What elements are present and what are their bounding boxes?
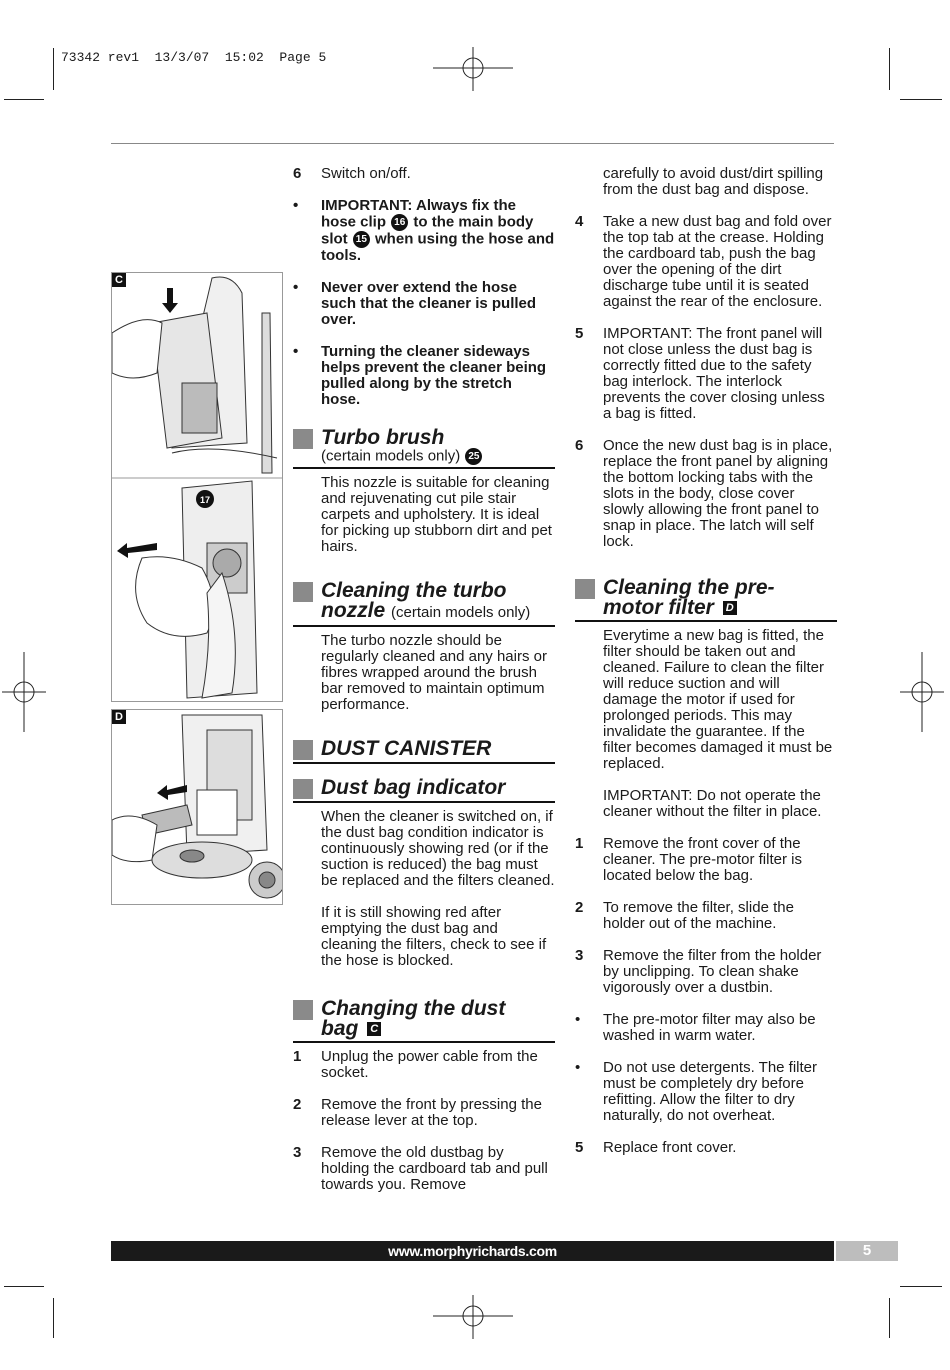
heading-title: Cleaning the pre- xyxy=(603,576,775,599)
column-left xyxy=(293,166,555,1209)
crop-mark xyxy=(4,1286,44,1287)
reference-badge: 25 xyxy=(465,448,482,465)
registration-mark-right xyxy=(900,652,944,732)
item-text: Never over extend the hose such that the cleaner is pulled over. xyxy=(321,279,537,328)
item-text: Once the new dust bag is in place, replace the front panel by aligning the bottom locking tabs with the slots in the body, close cover slowly allowing the front panel to snap in place. The latch will self lock. xyxy=(603,437,833,550)
list-item xyxy=(575,900,837,932)
item-number: 1 xyxy=(293,1048,302,1065)
item-number: 6 xyxy=(575,437,584,454)
item-number: 2 xyxy=(575,899,584,916)
crop-mark xyxy=(4,99,44,100)
heading-title: Dust bag indicator xyxy=(321,776,506,799)
heading-title: DUST CANISTER xyxy=(321,737,492,760)
list-item xyxy=(575,836,837,884)
list-item xyxy=(293,280,555,328)
heading-title-line2 xyxy=(321,1019,505,1039)
paragraph: If it is still showing red after emptying the dust bag and cleaning the filters, check to see if the hose is blocked. xyxy=(321,904,547,969)
heading-marker xyxy=(293,740,313,760)
bullet: • xyxy=(575,1011,581,1028)
text-run: IMPORTANT: Always fix the hose clip xyxy=(321,197,517,231)
list-item xyxy=(575,1012,837,1044)
heading-marker xyxy=(293,1000,313,1020)
list-item xyxy=(293,166,555,182)
text-run: when using the hose and tools. xyxy=(321,230,555,264)
heading-title: Changing the dust xyxy=(321,997,506,1020)
section-heading xyxy=(293,778,555,803)
list-item xyxy=(293,344,555,408)
reference-badge: 16 xyxy=(391,214,408,231)
section-heading xyxy=(293,999,555,1043)
paragraph: Everytime a new bag is fitted, the filter should be taken out and cleaned. Failure to clean the filter will reduce suction and will damage the motor if used for prolonged periods. This may invalidate the guarantee. If the filter becomes damaged it must be replaced. xyxy=(603,627,833,772)
list-item xyxy=(575,1060,837,1124)
item-text: To remove the filter, slide the holder out of the machine. xyxy=(603,899,794,932)
list-item xyxy=(293,1049,555,1081)
section-heading xyxy=(293,428,555,469)
bullet: • xyxy=(293,343,299,360)
title-text: nozzle xyxy=(321,599,386,622)
section-heading xyxy=(575,578,837,622)
item-number: 5 xyxy=(575,1139,584,1156)
section-heading xyxy=(293,739,555,764)
crop-mark xyxy=(53,48,54,90)
list-item xyxy=(575,214,837,310)
text-run: to the main body slot xyxy=(321,213,534,248)
heading-title: Turbo brush xyxy=(321,426,445,449)
item-number: 3 xyxy=(575,947,584,964)
item-number: 6 xyxy=(293,165,302,182)
heading-title-line2 xyxy=(321,601,530,623)
column-right xyxy=(575,166,837,1172)
item-number: 5 xyxy=(575,325,584,342)
item-number: 1 xyxy=(575,835,584,852)
crop-mark xyxy=(53,1298,54,1338)
heading-marker xyxy=(293,429,313,449)
heading-subtitle xyxy=(321,448,483,465)
bullet: • xyxy=(293,279,299,296)
item-text: Unplug the power cable from the socket. xyxy=(321,1048,538,1081)
paragraph: The turbo nozzle should be regularly cleaned and any hairs or fibres wrapped around the brush bar removed to maintain optimum performance. xyxy=(321,632,547,713)
figure-d xyxy=(111,709,283,905)
item-number: 3 xyxy=(293,1144,302,1161)
list-item xyxy=(575,948,837,996)
figure-reference: D xyxy=(723,601,737,615)
figure-c-label: C xyxy=(112,273,126,287)
list-item xyxy=(293,1145,555,1193)
item-text: Take a new dust bag and fold over the top tab at the crease. Holding the cardboard tab, push the bag over the opening of the dirt discharge tube until it is seated against the rear of the enclosure. xyxy=(603,213,832,310)
item-number: 4 xyxy=(575,213,584,230)
title-text: bag xyxy=(321,1017,359,1040)
list-item xyxy=(293,1097,555,1129)
item-text: Remove the front by pressing the release lever at the top. xyxy=(321,1096,542,1129)
page-number: 5 xyxy=(836,1241,898,1261)
list-item xyxy=(575,326,837,422)
item-text: Replace front cover. xyxy=(603,1139,737,1156)
heading-marker xyxy=(293,582,313,602)
paragraph: IMPORTANT: Do not operate the cleaner without the filter in place. xyxy=(603,787,822,820)
item-text: Remove the filter from the holder by unclipping. To clean shake vigorously over a dustbin. xyxy=(603,947,822,996)
figure-c xyxy=(111,272,283,702)
bullet: • xyxy=(293,197,299,214)
paragraph: This nozzle is suitable for cleaning and rejuvenating cut pile stair carpets and upholstery. It is ideal for picking up stubborn dirt and pet hairs. xyxy=(321,474,552,555)
list-item xyxy=(293,198,555,264)
registration-mark-left xyxy=(2,652,46,732)
registration-mark-top xyxy=(433,47,513,91)
heading-marker xyxy=(293,779,313,799)
heading-subtitle: (certain models only) xyxy=(391,604,531,621)
item-text: Remove the old dustbag by holding the cardboard tab and pull towards you. Remove xyxy=(321,1144,548,1193)
important-hose-clip xyxy=(321,198,555,264)
crop-mark xyxy=(900,99,942,100)
crop-mark xyxy=(889,1298,890,1338)
item-text: Remove the front cover of the cleaner. The pre-motor filter is located below the bag. xyxy=(603,835,802,884)
crop-mark xyxy=(900,1286,942,1287)
top-rule xyxy=(111,143,834,144)
title-text: motor filter xyxy=(603,596,714,619)
paragraph: carefully to avoid dust/dirt spilling from the dust bag and dispose. xyxy=(603,165,824,198)
print-slug: 73342 rev1 13/3/07 15:02 Page 5 xyxy=(61,50,327,65)
figure-d-illustration xyxy=(112,710,282,904)
list-item xyxy=(575,438,837,550)
registration-mark-bottom xyxy=(433,1295,513,1339)
figure-c-callout: 17 xyxy=(199,495,211,505)
reference-badge: 15 xyxy=(353,231,370,248)
paragraph: When the cleaner is switched on, if the dust bag condition indicator is continuously showing red (or if the suction is reduced) the bag must be replaced and the filters cleaned. xyxy=(321,808,555,889)
figure-c-illustration xyxy=(112,273,282,701)
section-heading xyxy=(293,581,555,627)
item-text: Turning the cleaner sideways helps prevent the cleaner being pulled along by the stretch hose. xyxy=(321,343,547,408)
item-text: IMPORTANT: The front panel will not close unless the dust bag is correctly fitted due to the safety bag interlock. The interlock prevents the cover closing unless a bag is fitted. xyxy=(603,325,825,422)
figure-reference: C xyxy=(367,1022,381,1036)
heading-marker xyxy=(575,579,595,599)
heading-title: Cleaning the turbo xyxy=(321,579,507,602)
item-text: Switch on/off. xyxy=(321,165,411,182)
item-text: The pre-motor filter may also be washed in warm water. xyxy=(603,1011,816,1044)
subtitle-text: (certain models only) xyxy=(321,447,461,465)
figure-d-label: D xyxy=(112,710,126,724)
list-item xyxy=(575,1140,837,1156)
heading-title-line2 xyxy=(603,598,775,618)
footer-url: www.morphyrichards.com xyxy=(111,1241,834,1261)
bullet: • xyxy=(575,1059,581,1076)
crop-mark xyxy=(889,48,890,90)
item-text: Do not use detergents. The filter must be completely dry before refitting. Allow the filter to dry naturally, do not overheat. xyxy=(603,1059,818,1124)
item-number: 2 xyxy=(293,1096,302,1113)
